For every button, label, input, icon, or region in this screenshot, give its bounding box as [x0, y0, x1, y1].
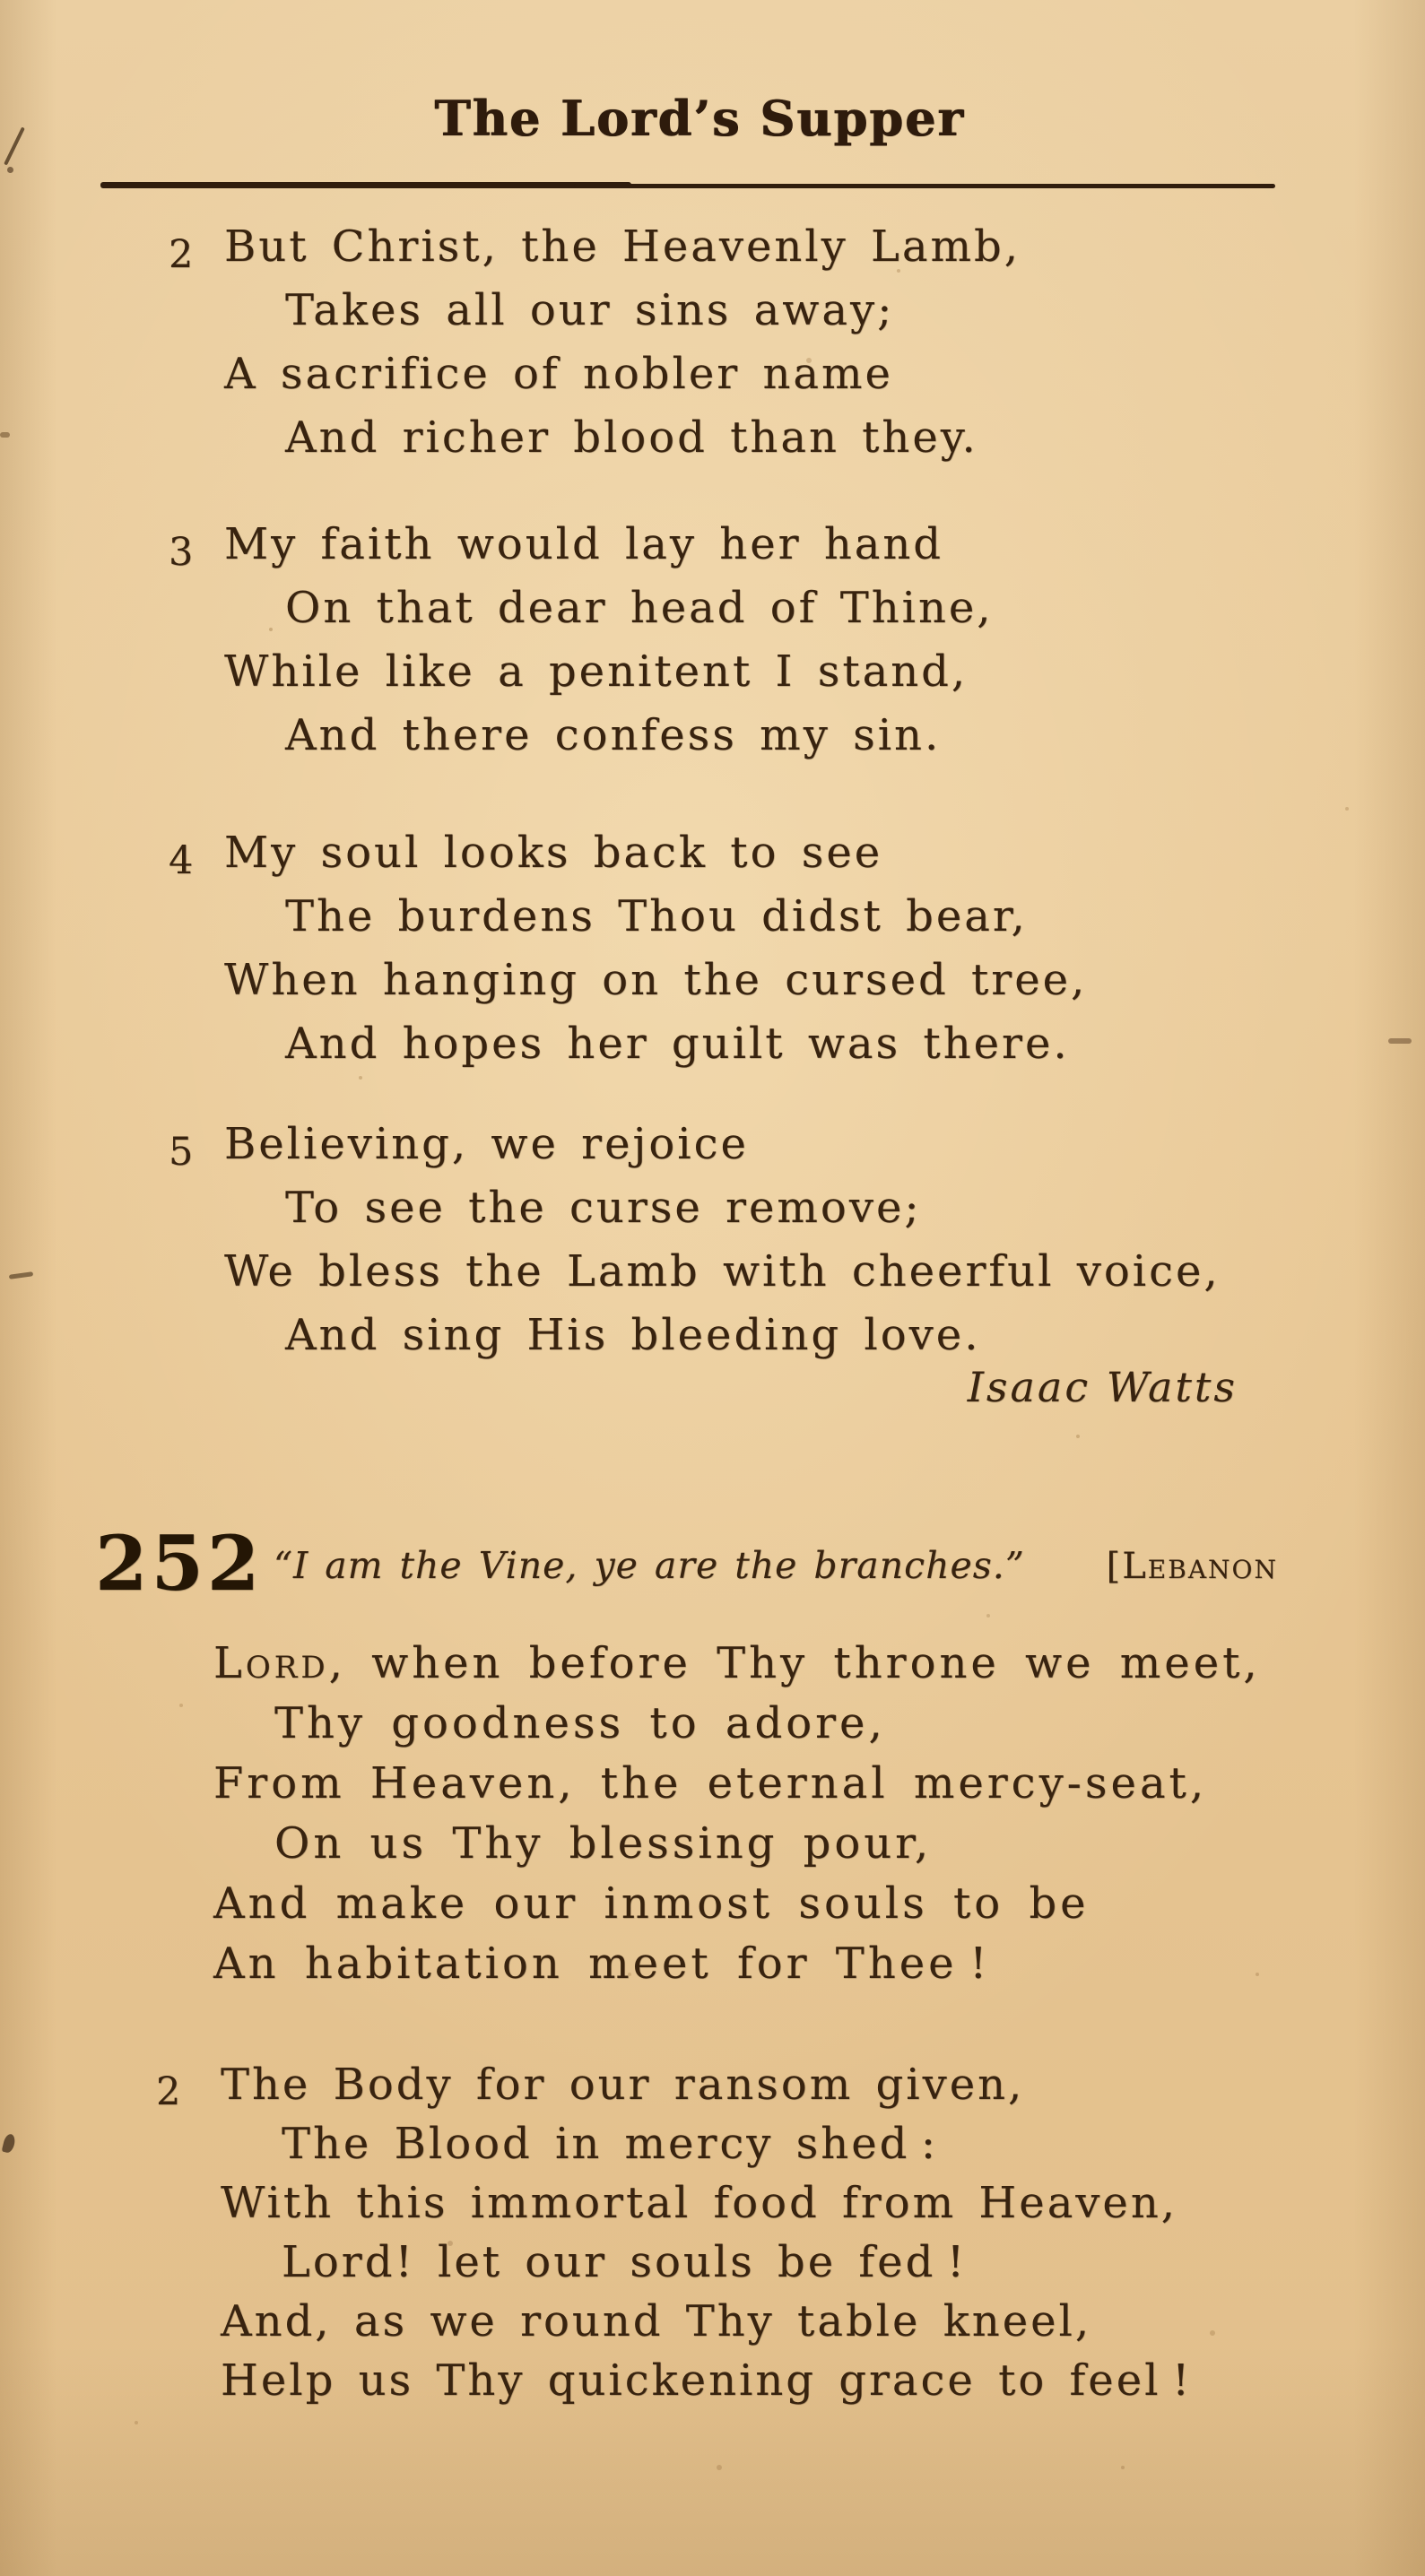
small-caps-lead: Lord [213, 1638, 329, 1688]
verse-line: And hopes her guilt was there. [285, 1019, 1070, 1069]
verse-line: My faith would lay her hand [224, 519, 943, 569]
verse-line: When hanging on the cursed tree, [224, 955, 1088, 1005]
hymn252-verse-2 [156, 2055, 1193, 2410]
verse-line: Takes all our sins away; [285, 285, 895, 335]
hymn251-verse-2 [169, 215, 1021, 470]
verse-line: A sacrifice of nobler name [224, 349, 893, 399]
verse-line: On that dear head of Thine, [285, 583, 994, 633]
verse-number: 4 [169, 838, 194, 883]
hymn252-stanza-1 [213, 1634, 1261, 1994]
stanza-line [213, 1634, 1261, 1694]
author-attribution: Isaac Watts [967, 1363, 1238, 1411]
verse-line: While like a penitent I stand, [224, 646, 969, 697]
verse-number: 2 [156, 2069, 181, 2114]
stanza-line: An habitation meet for Thee ! [213, 1939, 991, 1989]
paper-mark [9, 1271, 33, 1279]
verse-line: But Christ, the Heavenly Lamb, [224, 221, 1021, 272]
paper-mark [1388, 1038, 1412, 1044]
hymn-heading-row [274, 1544, 1278, 1587]
verse-line: And richer blood than they. [285, 412, 978, 463]
verse-line: And sing His bleeding love. [285, 1310, 981, 1360]
verse-line: To see the curse remove; [285, 1183, 922, 1233]
stanza-line: And make our inmost souls to be [213, 1878, 1090, 1929]
verse-number: 3 [169, 530, 194, 575]
header-divider-rule-segment [574, 184, 1275, 188]
stanza-line: On us Thy blessing pour, [274, 1818, 933, 1869]
verse-line: And there confess my sin. [285, 710, 942, 760]
verse-line: Believing, we rejoice [224, 1119, 749, 1169]
paper-mark [7, 167, 13, 173]
paper-speckles [269, 628, 273, 631]
stanza-line-rest: , when before Thy throne we meet, [328, 1638, 1261, 1688]
hymn251-verse-4 [169, 821, 1088, 1076]
stanza-line: And, as we round Thy table kneel, [221, 2296, 1092, 2346]
stanza-line: With this immortal food from Heaven, [221, 2178, 1177, 2228]
tune-name: [Lebanon [1106, 1546, 1278, 1587]
hymn251-verse-3 [169, 513, 994, 768]
hymn-number: 252 [95, 1519, 264, 1608]
header-divider-rule [100, 182, 631, 188]
scripture-quote: “I am the Vine, ye are the branches.” [274, 1544, 1025, 1587]
verse-line: We bless the Lamb with cheerful voice, [224, 1246, 1221, 1297]
stanza-line: The Blood in mercy shed : [282, 2119, 939, 2169]
hymn251-verse-5 [169, 1113, 1221, 1367]
verse-line: The burdens Thou didst bear, [285, 891, 1028, 941]
paper-mark [2, 2133, 17, 2154]
stanza-line: Thy goodness to adore, [274, 1698, 886, 1748]
stanza-line: From Heaven, the eternal mercy-seat, [213, 1758, 1208, 1808]
stanza-line: Help us Thy quickening grace to feel ! [221, 2355, 1193, 2406]
stanza-line: The Body for our ransom given, [221, 2060, 1025, 2110]
verse-line: My soul looks back to see [224, 828, 883, 878]
running-head-title: The Lord’s Supper [434, 90, 965, 147]
paper-mark [0, 432, 10, 438]
verse-number: 5 [169, 1130, 194, 1175]
stanza-line: Lord! let our souls be fed ! [282, 2237, 968, 2287]
verse-number: 2 [169, 232, 194, 277]
